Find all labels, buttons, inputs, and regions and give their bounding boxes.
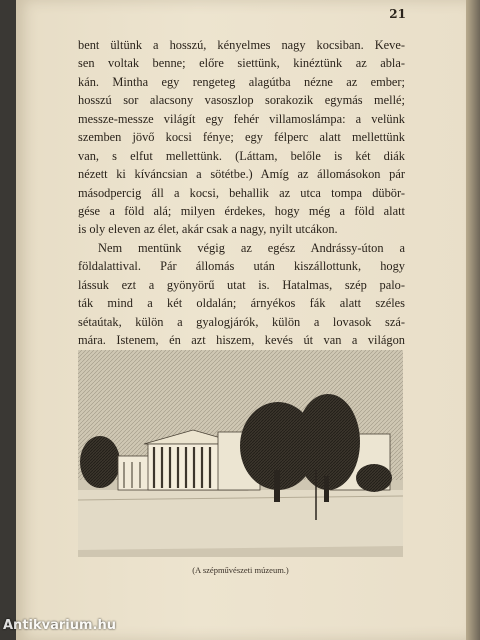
text-line: kán. Mintha egy rengeteg alagútba nézne az ember; [78,74,405,89]
text-line: ták mind a két oldalán; árnyékos fák alatt széles [78,296,405,311]
text-line: gése a föld alá; milyen érdekes, hogy még a föld alatt [78,203,405,218]
page-number: 21 [389,7,406,21]
text-line: hosszú sor alacsony vasoszlop sorakozik egymás mellé; [78,93,405,108]
text-line: lássuk ezt a gyönyörű utat is. Hatalmas, szép palo- [78,277,405,292]
text-line: nézett ki kíváncsian a sötétbe.) Amíg az állomásokon pár [78,167,405,182]
museum-illustration [78,350,403,557]
text-line: Nem mentünk végig az egész Andrássy-úton a [98,240,405,255]
text-line: szemben jövő kocsi fénye; egy félperc alatt mellettünk [78,130,405,145]
text-line: van, s elfut mellettünk. (Láttam, belőle is két diák [78,148,405,163]
text-line: is oly eleven az élet, akár csak a nagy, nyilt utcákon. [78,222,338,237]
watermark-logo: Antikvarium.hu [3,618,116,633]
body-text [78,36,405,368]
text-line: sen voltak benne; előre siettünk, kinéztünk az abla- [78,56,405,71]
museum-engraving [78,350,403,557]
text-line: mára. Istenem, én azt hiszem, kevés út van a világon [78,333,405,347]
page-edge [466,0,480,640]
text-line: bent ültünk a hosszú, kényelmes nagy kocsiban. Keve- [78,38,405,52]
text-line: messze-messze világít egy fehér villamoslámpa: a velünk [78,111,405,126]
text-line: földalattival. Pár állomás után kiszállottunk, hogy [78,259,405,274]
text-line: sétaútak, külön a gyalogjárók, külön a lovasok szá- [78,314,405,329]
figure-caption: (A szépművészeti múzeum.) [192,565,289,575]
text-line: másodpercig áll a kocsi, behallik az utca tompa dübör- [78,185,405,200]
